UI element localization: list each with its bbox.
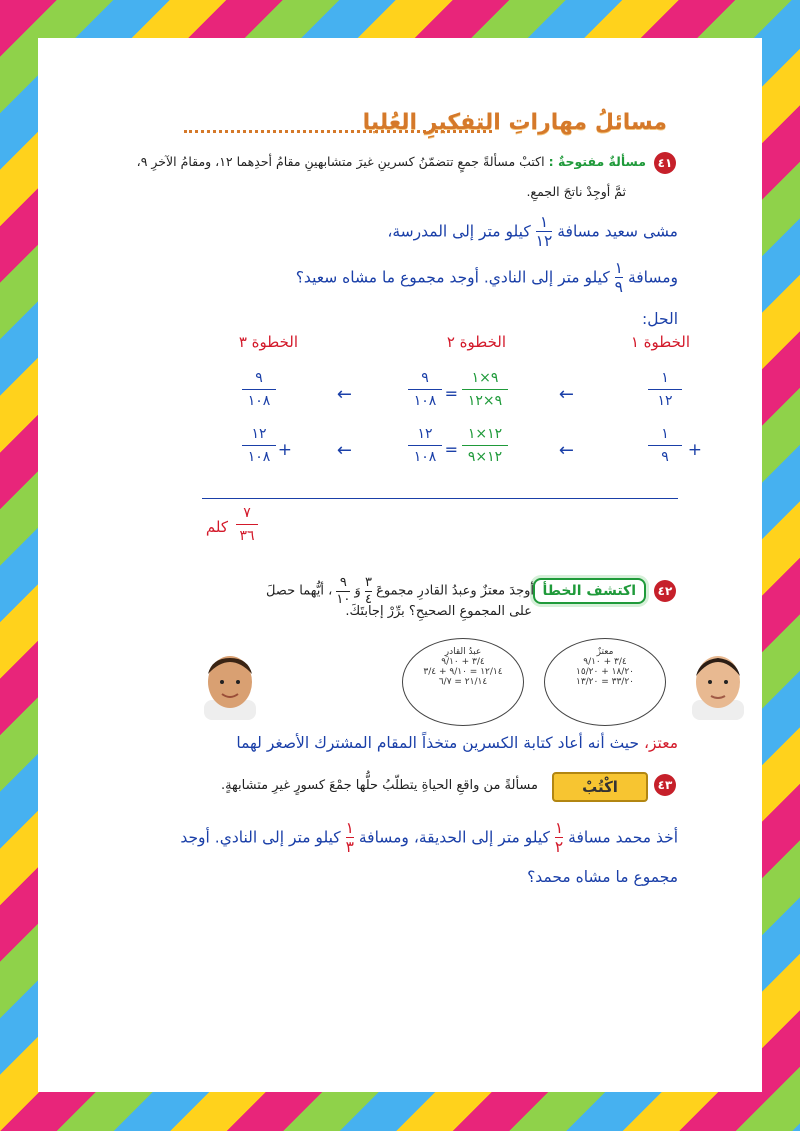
q43-answer-line1 bbox=[180, 820, 678, 856]
title-dotted-line bbox=[184, 130, 492, 133]
q41-answer-line1-a: مشى سعيد مسافة bbox=[557, 222, 678, 241]
moataz-speech-bubble bbox=[544, 638, 666, 726]
solution-label: الحل: bbox=[642, 310, 678, 328]
step-3-label: الخطوة ٣ bbox=[238, 333, 298, 351]
fraction-numerator: ١ bbox=[345, 819, 354, 837]
bubble-name: معتزٌ bbox=[596, 647, 614, 657]
bubble-work-line: ٣/٤ + ٩/١٠ bbox=[583, 657, 627, 667]
arrow-icon: ← bbox=[558, 384, 574, 405]
fraction-numerator: ١ bbox=[554, 819, 564, 837]
q42-answer-name: معتز، bbox=[643, 734, 678, 752]
find-the-error-badge: اكتشف الخطأ bbox=[533, 578, 647, 604]
fraction-numerator: ٩ bbox=[421, 370, 429, 386]
fraction-1-9 bbox=[615, 260, 623, 296]
result-fraction bbox=[236, 505, 258, 544]
fraction-denominator: ٣ bbox=[345, 838, 354, 857]
arrow-icon: ← bbox=[336, 440, 352, 461]
result-unit: كلم bbox=[205, 518, 228, 536]
fraction-denominator: ١٢ bbox=[657, 393, 673, 409]
q41-prompt bbox=[137, 154, 646, 169]
fraction-denominator: ١٠٨ bbox=[413, 449, 437, 465]
fraction-numerator: ٩ bbox=[339, 575, 347, 590]
fraction-denominator: ١٢ bbox=[535, 232, 553, 251]
fraction-denominator: ١٠٨ bbox=[247, 393, 271, 409]
fraction-denominator: ٢ bbox=[554, 838, 564, 857]
q41-answer-line1 bbox=[387, 214, 678, 250]
question-number-41: ٤١ bbox=[654, 152, 676, 174]
fraction-denominator: ٩ bbox=[614, 278, 623, 297]
fraction-3-4 bbox=[365, 576, 372, 606]
sum-line bbox=[202, 498, 678, 499]
bubble-work-line: ٣٣/٢٠ = ١٣/٢٠ bbox=[575, 677, 634, 687]
fraction-denominator: ٩×١٢ bbox=[467, 393, 503, 409]
write-pencil-badge: اكْتُبْ bbox=[552, 772, 648, 802]
student-moataz-photo bbox=[686, 650, 750, 720]
fraction-denominator: ٣٦ bbox=[239, 528, 255, 544]
fraction-numerator: ١ bbox=[661, 370, 669, 386]
q41-answer-line1-b: كيلو متر إلى المدرسة، bbox=[387, 222, 531, 241]
fraction-numerator: ١٢ bbox=[251, 426, 267, 442]
fraction-numerator: ٣ bbox=[364, 575, 372, 590]
fraction-numerator: ١ bbox=[661, 426, 669, 442]
q42-text-line2: على المجموعِ الصحيحِ؟ برِّرْ إجابتَكَ. bbox=[345, 604, 532, 619]
step2-green-fraction-2 bbox=[462, 426, 508, 465]
bubble-work-line: ١٢/١٤ = ٩/١٠ + ٣/٤ bbox=[423, 667, 503, 677]
fraction-1-3 bbox=[346, 820, 354, 856]
step2-green-fraction-1 bbox=[462, 370, 508, 409]
worksheet-page bbox=[38, 38, 762, 1092]
q42-text-part: أوجدَ معتزٌ وعبدُ القادرِ مجموعَ bbox=[376, 583, 534, 599]
q42-and: وَ bbox=[354, 583, 361, 599]
step2-fraction-2 bbox=[408, 426, 442, 465]
fraction-9-10 bbox=[336, 576, 350, 606]
fraction-denominator: ٤ bbox=[364, 591, 372, 607]
q43-answer-part: كيلو متر إلى النادي. أوجد bbox=[180, 828, 341, 847]
q42-answer-text: حيث أنه أعاد كتابة الكسرين متخذاً المقام المشترك الأصغر لهما bbox=[236, 734, 644, 752]
fraction-numerator: ٩ bbox=[255, 370, 263, 386]
student-abdulqader-photo bbox=[198, 650, 262, 720]
fraction-denominator: ١٠٨ bbox=[247, 449, 271, 465]
q42-text-end: ، أيُّهما حصلَ bbox=[265, 583, 333, 599]
q41-label: مسألةٌ مفتوحةٌ : bbox=[548, 154, 646, 169]
step1-fraction-2 bbox=[648, 426, 682, 465]
q41-answer-line2-b: كيلو متر إلى النادي. أوجد مجموع ما مشاه سعيد؟ bbox=[295, 268, 610, 287]
fraction-1-12 bbox=[536, 214, 553, 250]
q43-answer-line2: مجموع ما مشاه محمد؟ bbox=[527, 868, 678, 886]
step3-fraction-2 bbox=[242, 426, 276, 465]
bubble-work-line: ٢١/١٤ = ٦/٧ bbox=[438, 677, 488, 687]
fraction-numerator: ١٢×١ bbox=[467, 426, 503, 442]
equals-sign: = bbox=[444, 384, 458, 403]
fraction-numerator: ١ bbox=[539, 213, 549, 231]
step-1-label: الخطوة ١ bbox=[630, 333, 690, 351]
step1-fraction-1 bbox=[648, 370, 682, 409]
q43-answer-part: كيلو متر إلى الحديقة، ومسافة bbox=[358, 828, 550, 847]
fraction-denominator: ٩ bbox=[661, 449, 669, 465]
question-number-43: ٤٣ bbox=[654, 774, 676, 796]
step3-fraction-1 bbox=[242, 370, 276, 409]
step3-plus: + bbox=[277, 440, 292, 460]
q41-text-line2: ثمَّ أوجِدْ ناتجَ الجمعِ. bbox=[526, 184, 626, 199]
step2-fraction-1 bbox=[408, 370, 442, 409]
step-2-label: الخطوة ٢ bbox=[446, 333, 506, 351]
fraction-numerator: ٩×١ bbox=[471, 370, 499, 386]
bubble-name: عبدُ القادرِ bbox=[444, 647, 482, 657]
step1-plus: + bbox=[687, 440, 702, 460]
section-title: مسائلُ مهاراتِ التفكيرِ العُليا bbox=[362, 110, 667, 135]
fraction-denominator: ١٠٨ bbox=[413, 393, 437, 409]
fraction-1-2 bbox=[555, 820, 563, 856]
arrow-icon: ← bbox=[336, 384, 352, 405]
arrow-icon: ← bbox=[558, 440, 574, 461]
bubble-work-line: ١٨/٢٠ + ١٥/٢٠ bbox=[575, 667, 634, 677]
q41-answer-line2-a: ومسافة bbox=[627, 268, 678, 287]
fraction-denominator: ١٠ bbox=[336, 591, 351, 607]
bubble-work-line: ٣/٤ + ٩/١٠ bbox=[441, 657, 485, 667]
fraction-denominator: ١٢×٩ bbox=[467, 449, 503, 465]
q42-answer bbox=[236, 734, 678, 752]
q42-text-line1 bbox=[266, 576, 534, 606]
q43-answer-part: أخذ محمد مسافة bbox=[568, 828, 678, 847]
question-number-42: ٤٢ bbox=[654, 580, 676, 602]
fraction-numerator: ٧ bbox=[243, 505, 251, 521]
q41-answer-line2 bbox=[296, 260, 678, 296]
abdulqader-speech-bubble bbox=[402, 638, 524, 726]
q41-text-line1: اكتبْ مسألةً جمعٍ تتضمّنُ كسرينِ غيرَ متشابهينِ مقامُ أحدِهما ١٢، ومقامُ الآخرِ ٩، bbox=[136, 154, 545, 169]
q43-text: مسألةً من واقعِ الحياةِ يتطلّبُ حلُّها جمْعَ كسورٍ غيرِ متشابهةٍ. bbox=[220, 778, 538, 793]
equals-sign: = bbox=[444, 440, 458, 459]
fraction-numerator: ١٢ bbox=[417, 426, 433, 442]
fraction-numerator: ١ bbox=[614, 259, 623, 277]
